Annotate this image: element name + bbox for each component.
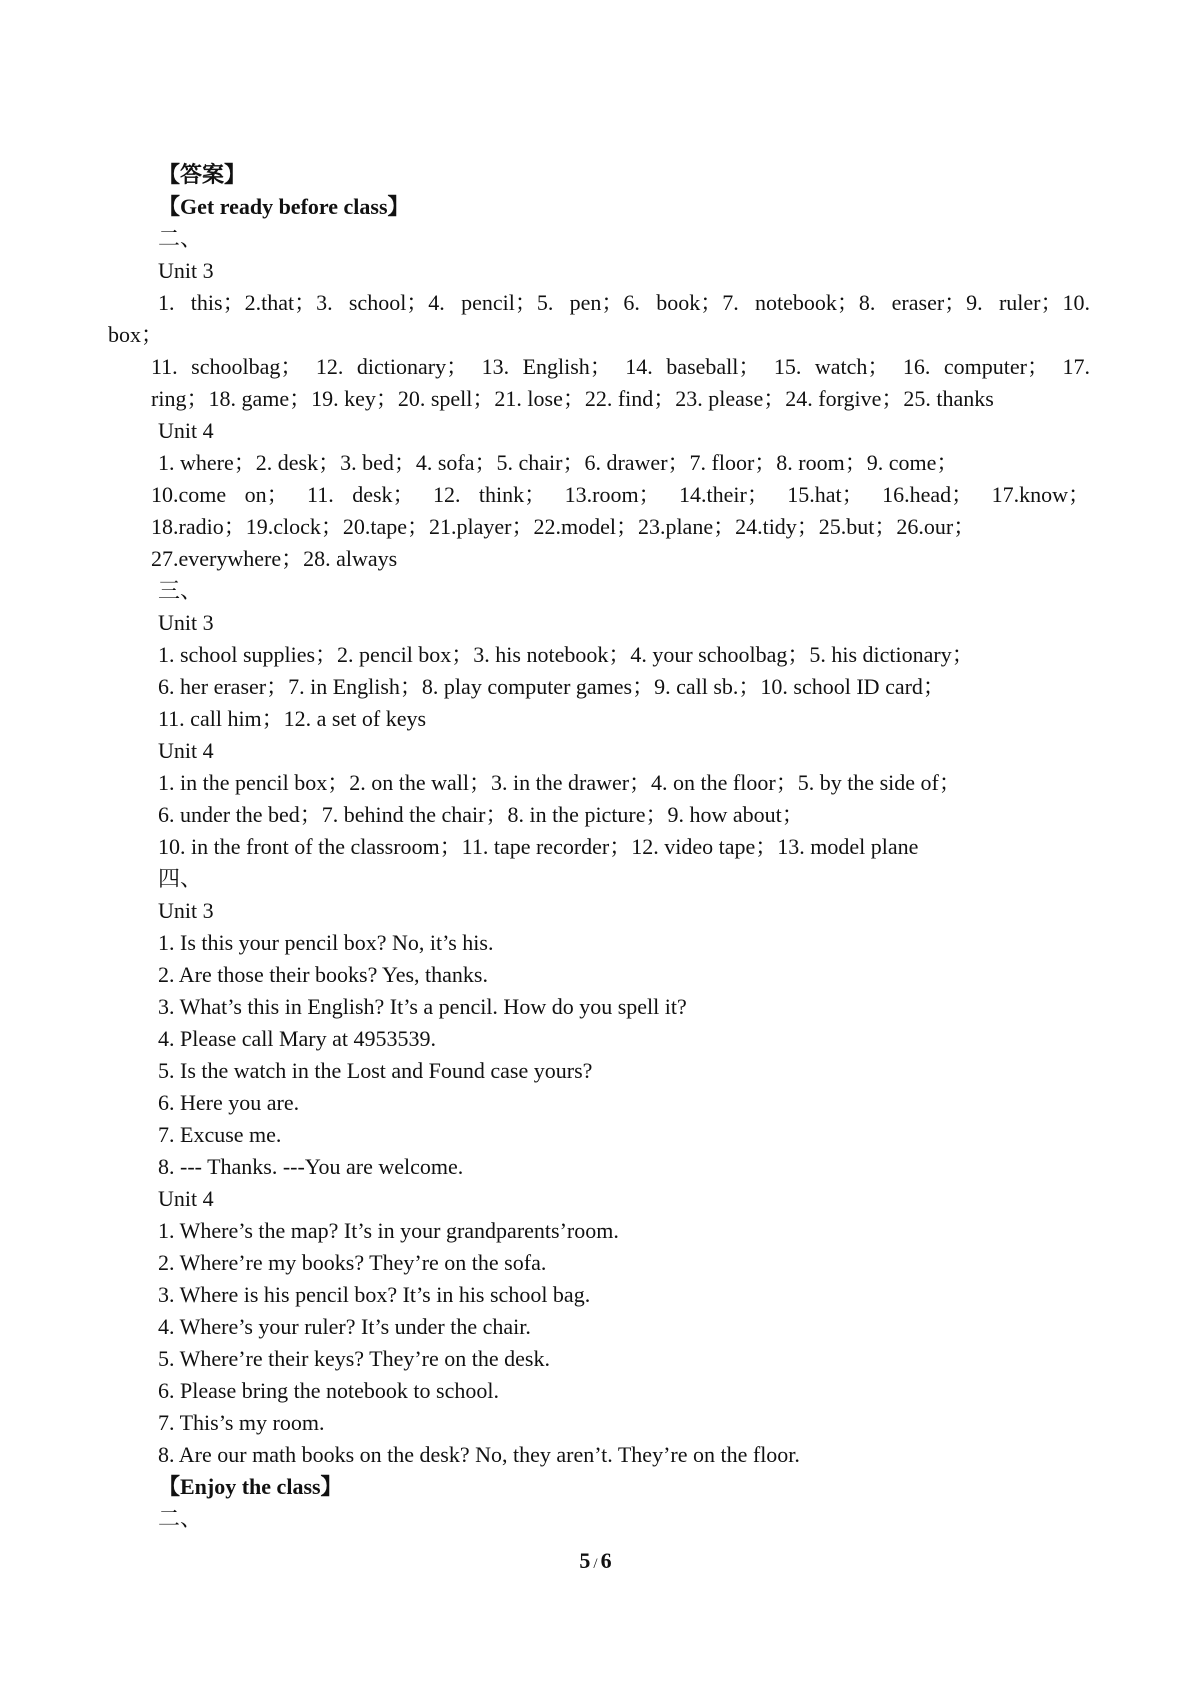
answer-line: 5. Is the watch in the Lost and Found case yours? xyxy=(158,1058,593,1083)
answer-line: 5. Where’re their keys? They’re on the desk. xyxy=(158,1346,550,1371)
answer-line: 7. Excuse me. xyxy=(158,1122,282,1147)
answer-line: 8. Are our math books on the desk? No, they aren’t. They’re on the floor. xyxy=(158,1442,800,1467)
answer-line: 6. under the bed；7. behind the chair；8. in the picture；9. how about； xyxy=(158,802,804,827)
answer-line: 7. This’s my room. xyxy=(158,1410,325,1435)
answer-line: 二、 xyxy=(158,1506,203,1531)
answer-line: 11. schoolbag； 12. dictionary； 13. English； 14. baseball； 15. watch； 16. computer； 17. xyxy=(151,354,1090,379)
answer-line: 11. call him；12. a set of keys xyxy=(158,706,427,731)
answer-line: 4. Please call Mary at 4953539. xyxy=(158,1026,436,1051)
answer-line: 27.everywhere；28. always xyxy=(151,546,398,571)
answer-line: 三、 xyxy=(158,578,203,603)
answer-line: 1. this；2.that；3. school；4. pencil；5. pen；6. book；7. notebook；8. eraser；9. ruler；10. xyxy=(158,290,1090,315)
answer-line: 四、 xyxy=(158,866,203,891)
answer-line: 6. Please bring the notebook to school. xyxy=(158,1378,499,1403)
answer-line: Unit 4 xyxy=(158,418,214,443)
page-current: 5 xyxy=(579,1548,591,1573)
answer-line: box； xyxy=(108,322,164,347)
answer-line: 8. --- Thanks. ---You are welcome. xyxy=(158,1154,464,1179)
section-heading: 【Enjoy the class】 xyxy=(158,1474,343,1499)
answer-line: Unit 4 xyxy=(158,738,214,763)
answer-line: Unit 3 xyxy=(158,258,214,283)
answer-line: 1. Where’s the map? It’s in your grandparents’room. xyxy=(158,1218,619,1243)
answer-line: 1. school supplies；2. pencil box；3. his notebook；4. your schoolbag；5. his dictionary； xyxy=(158,642,974,667)
answer-line: 3. What’s this in English? It’s a pencil. How do you spell it? xyxy=(158,994,687,1019)
section-heading: 【答案】 xyxy=(158,162,247,187)
answer-line: 6. her eraser；7. in English；8. play computer games；9. call sb.；10. school ID card； xyxy=(158,674,945,699)
answer-line: 18.radio；19.clock；20.tape；21.player；22.model；23.plane；24.tidy；25.but；26.our； xyxy=(151,514,976,539)
answer-line: 6. Here you are. xyxy=(158,1090,300,1115)
answer-line: 1. where；2. desk；3. bed；4. sofa；5. chair；6. drawer；7. floor；8. room；9. come； xyxy=(158,450,959,475)
answer-line: 2. Where’re my books? They’re on the sofa. xyxy=(158,1250,547,1275)
answer-line: 1. in the pencil box；2. on the wall；3. in the drawer；4. on the floor；5. by the side of； xyxy=(158,770,961,795)
answer-line: 10. in the front of the classroom；11. tape recorder；12. video tape；13. model plane xyxy=(158,834,919,859)
answer-line: Unit 3 xyxy=(158,610,214,635)
answer-line: 1. Is this your pencil box? No, it’s his. xyxy=(158,930,494,955)
answer-line: ring；18. game；19. key；20. spell；21. lose；22. find；23. please；24. forgive；25. thanks xyxy=(151,386,994,411)
page-separator: / xyxy=(593,1556,598,1572)
answer-line: Unit 3 xyxy=(158,898,214,923)
section-heading: 【Get ready before class】 xyxy=(158,194,410,219)
answer-line: 4. Where’s your ruler? It’s under the chair. xyxy=(158,1314,531,1339)
answer-line: 3. Where is his pencil box? It’s in his school bag. xyxy=(158,1282,591,1307)
page-total: 6 xyxy=(600,1548,612,1573)
answer-line: 10.come on； 11. desk； 12. think； 13.room； 14.their； 15.hat； 16.head； 17.know； xyxy=(151,482,1090,507)
answer-line: Unit 4 xyxy=(158,1186,214,1211)
answer-line: 二、 xyxy=(158,226,203,251)
answer-line: 2. Are those their books? Yes, thanks. xyxy=(158,962,488,987)
page-number xyxy=(0,1546,1191,1579)
